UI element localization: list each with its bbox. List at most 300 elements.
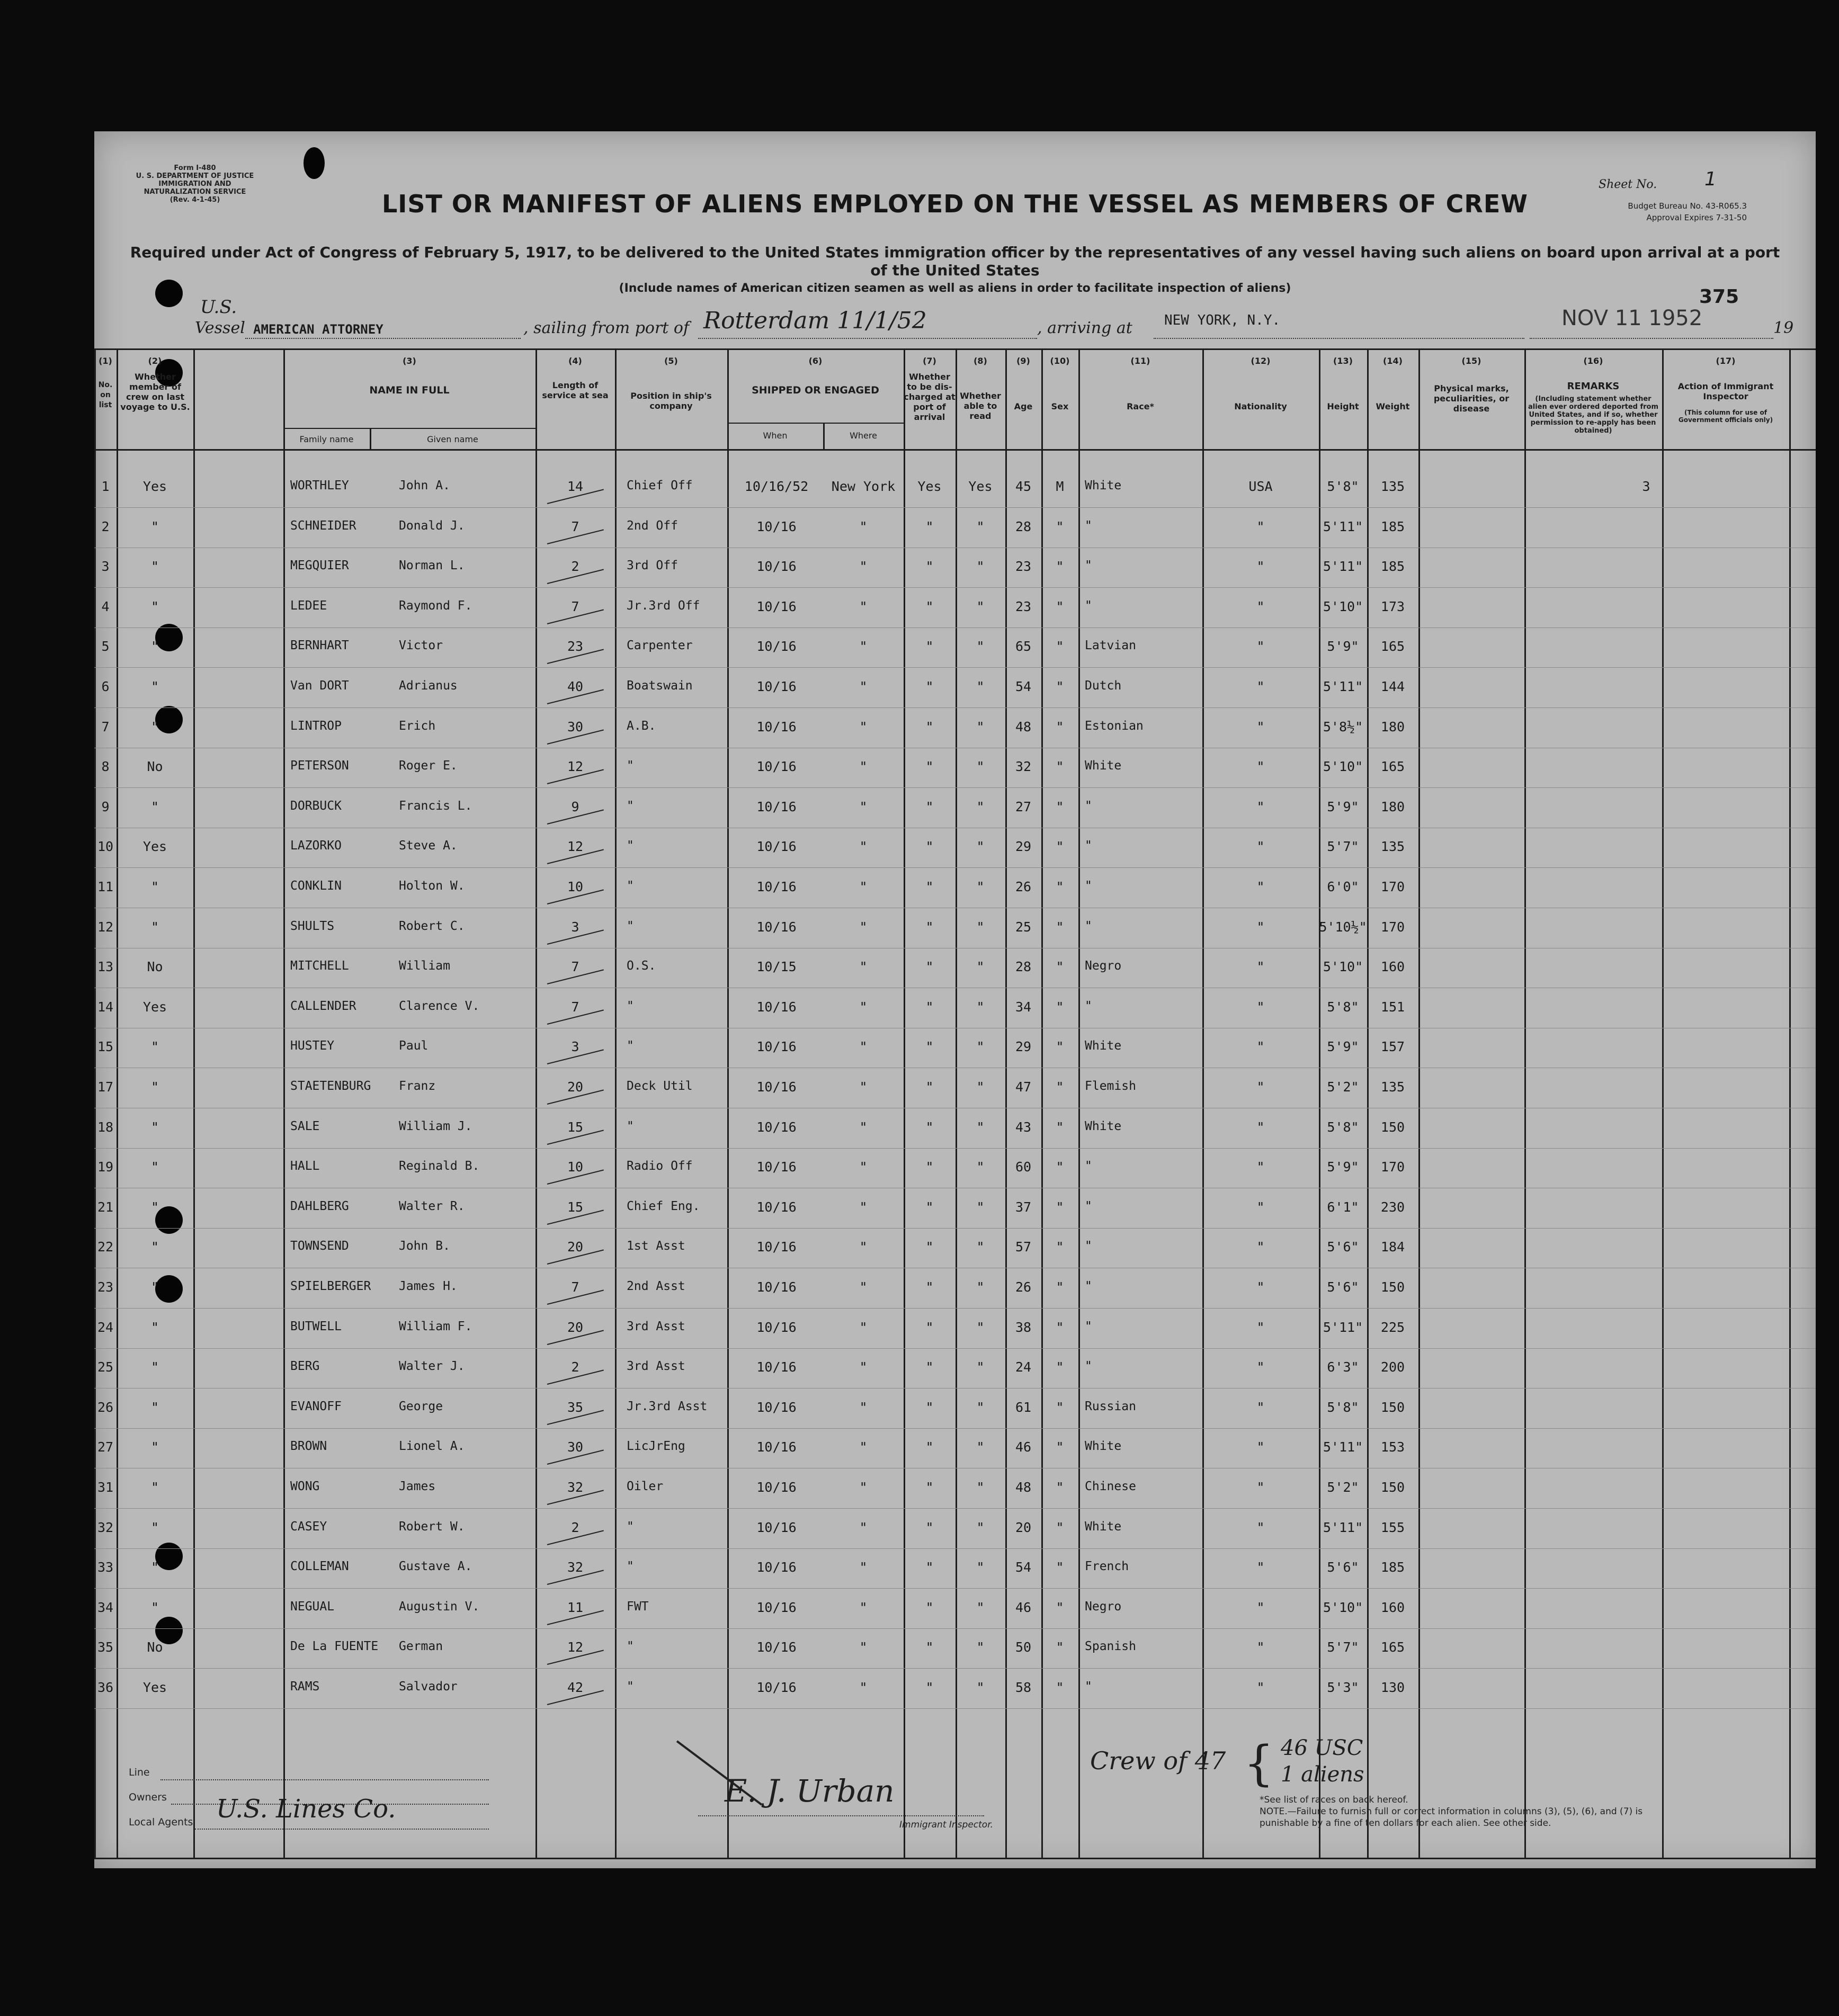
cell-race: White [1085,1439,1122,1454]
header-nationality: Nationality [1234,401,1287,411]
cell-sex: " [1056,1519,1064,1535]
cell-read: " [976,639,985,655]
col-num: (8) [974,356,987,366]
cell-family-name: BERG [290,1359,320,1374]
row-rule [94,1588,1816,1589]
cell-member: " [150,1319,159,1335]
cell-nationality: " [1256,1639,1265,1655]
cell-sex: " [1056,799,1064,814]
cell-given-name: William J. [399,1119,472,1133]
cell-no: 9 [101,799,110,814]
cell-race: Spanish [1085,1639,1136,1654]
cell-weight: 150 [1380,1279,1405,1295]
cell-position: 2nd Asst [627,1279,685,1293]
cell-nationality: " [1256,1480,1265,1495]
cell-position: Radio Off [627,1159,693,1173]
sheet-label: Sheet No. [1599,178,1657,191]
cell-given-name: Salvador [399,1680,458,1694]
cell-height: 5'11" [1323,518,1363,534]
cell-race: French [1085,1560,1129,1574]
cell-length: 7 [571,959,579,975]
cell-family-name: LINTROP [290,719,342,733]
cell-position: Chief Off [627,479,693,492]
cell-family-name: CASEY [290,1519,327,1534]
cell-when: 10/15 [756,959,797,975]
cell-weight: 185 [1380,1560,1405,1575]
cell-nationality: " [1256,559,1265,575]
cell-height: 5'8" [1327,999,1359,1015]
cell-given-name: Steve A. [399,839,458,853]
cell-given-name: George [399,1399,443,1413]
cell-weight: 150 [1380,1119,1405,1135]
header-where: Where [850,431,877,441]
cell-weight: 165 [1380,759,1405,775]
cell-discharged: " [925,959,934,975]
cell-read: " [976,759,985,775]
cell-weight: 185 [1380,559,1405,575]
header-action: Action of Immigrant Inspector [1677,381,1774,401]
row-rule [94,1428,1816,1429]
cell-race: White [1085,759,1122,773]
cell-given-name: Robert C. [399,919,465,933]
approval-expiry: Approval Expires 7-31-50 [1646,213,1747,222]
agents-label: Local Agents [129,1816,193,1828]
cell-height: 5'9" [1327,799,1359,814]
crew-note: Crew of 47 [1090,1746,1226,1775]
cell-given-name: Franz [399,1079,436,1093]
cell-when: 10/16 [756,1680,797,1695]
cell-discharged: " [925,1560,934,1575]
cell-family-name: LEDEE [290,598,327,613]
cell-read: " [976,1399,985,1415]
cell-race: " [1085,1319,1092,1333]
cell-age: 46 [1015,1439,1032,1455]
cell-when: 10/16 [756,919,797,935]
cell-race: Estonian [1085,719,1144,733]
cell-age: 54 [1015,1560,1032,1575]
cell-position: Jr.3rd Off [627,598,700,613]
cell-member: " [150,1239,159,1255]
cell-no: 14 [97,999,114,1015]
cell-discharged: " [925,1519,934,1535]
cell-length: 7 [571,999,579,1015]
cell-age: 50 [1015,1639,1032,1655]
cell-when: 10/16 [756,1159,797,1175]
cell-length: 32 [567,1480,584,1495]
cell-where: " [859,1480,868,1495]
cell-age: 48 [1015,1480,1032,1495]
cell-length: 12 [567,759,584,775]
cell-race: White [1085,479,1122,492]
cell-member: " [150,799,159,814]
cell-race: " [1085,1159,1092,1173]
cell-race: Dutch [1085,679,1122,693]
cell-age: 60 [1015,1159,1032,1175]
cell-sex: " [1056,999,1064,1015]
cell-weight: 135 [1380,479,1405,494]
cell-given-name: Walter J. [399,1359,465,1374]
cell-weight: 130 [1380,1680,1405,1695]
header-no-on-list: No. on list [98,381,113,409]
manifest-sheet [94,131,1816,1868]
cell-read: " [976,1599,985,1615]
cell-member: " [150,1399,159,1415]
cell-given-name: Paul [399,1039,428,1053]
cell-when: 10/16 [756,679,797,694]
crew-breakdown-2: 1 aliens [1281,1762,1364,1787]
cell-when: 10/16 [756,559,797,575]
cell-read: Yes [968,479,993,494]
cell-age: 65 [1015,639,1032,655]
cell-discharged: " [925,919,934,935]
cell-family-name: Van DORT [290,679,349,693]
cell-race: " [1085,839,1092,853]
col-num: (12) [1251,356,1271,366]
cell-no: 22 [97,1239,114,1255]
cell-read: " [976,1239,985,1255]
cell-when: 10/16/52 [744,479,809,494]
cell-discharged: " [925,1399,934,1415]
cell-race: " [1085,1239,1092,1253]
cell-height: 5'3" [1327,1680,1359,1695]
cell-nationality: " [1256,1359,1265,1375]
cell-sex: " [1056,719,1064,734]
cell-length: 14 [567,479,584,494]
cell-length: 20 [567,1319,584,1335]
cell-member: Yes [142,999,167,1015]
cell-length: 30 [567,719,584,734]
cell-member: " [150,639,159,655]
cell-age: 43 [1015,1119,1032,1135]
cell-discharged: " [925,1239,934,1255]
cell-family-name: STAETENBURG [290,1079,371,1093]
cell-read: " [976,919,985,935]
cell-race: " [1085,879,1092,893]
cell-position: O.S. [627,959,656,973]
cell-no: 2 [101,518,110,534]
cell-member: Yes [142,839,167,855]
budget-bureau: Budget Bureau No. 43-R065.3 [1628,201,1747,211]
cell-weight: 173 [1380,598,1405,614]
cell-height: 5'8" [1327,1399,1359,1415]
cell-member: Yes [142,1680,167,1695]
cell-weight: 170 [1380,879,1405,894]
cell-position: " [627,919,634,933]
cell-position: FWT [627,1599,649,1614]
cell-sex: " [1056,559,1064,575]
header-name-in-full: NAME IN FULL [369,384,450,396]
header-discharged: Whether to be dis-charged at port of arrival [904,372,956,422]
cell-position: Chief Eng. [627,1199,700,1213]
cell-position: Jr.3rd Asst [627,1399,708,1413]
cell-given-name: Robert W. [399,1519,465,1534]
cell-age: 25 [1015,919,1032,935]
cell-length: 15 [567,1199,584,1215]
cell-nationality: " [1256,1119,1265,1135]
cell-sex: " [1056,1639,1064,1655]
cell-family-name: SCHNEIDER [290,518,356,533]
cell-height: 5'2" [1327,1480,1359,1495]
col-num: (14) [1383,356,1403,366]
cell-where: " [859,1199,868,1215]
cell-weight: 157 [1380,1039,1405,1055]
cell-weight: 185 [1380,518,1405,534]
cell-no: 21 [97,1199,114,1215]
cell-given-name: James [399,1480,436,1493]
header-crew-member: Whether member of crew on last voyage to U.S. [120,372,190,412]
cell-when: 10/16 [756,799,797,814]
cell-sex: " [1056,1039,1064,1055]
cell-position: Oiler [627,1480,664,1493]
cell-sex: " [1056,959,1064,975]
cell-height: 5'9" [1327,1159,1359,1175]
cell-family-name: TOWNSEND [290,1239,349,1253]
cell-length: 20 [567,1079,584,1095]
cell-member: " [150,1279,159,1295]
line-label: Line [129,1767,150,1778]
cell-age: 61 [1015,1399,1032,1415]
cell-nationality: " [1256,759,1265,775]
cell-nationality: " [1256,1079,1265,1095]
cell-given-name: Adrianus [399,679,458,693]
cell-when: 10/16 [756,1599,797,1615]
cell-weight: 230 [1380,1199,1405,1215]
cell-member: No [147,959,163,975]
cell-nationality: " [1256,598,1265,614]
cell-member: " [150,679,159,694]
cell-weight: 160 [1380,959,1405,975]
cell-height: 5'2" [1327,1079,1359,1095]
cell-given-name: Reginald B. [399,1159,480,1173]
cell-family-name: SHULTS [290,919,335,933]
row-rule [94,1508,1816,1509]
cell-read: " [976,1319,985,1335]
col-num: (17) [1716,356,1736,366]
cell-read: " [976,839,985,855]
cell-discharged: " [925,1039,934,1055]
cell-position: 1st Asst [627,1239,685,1253]
col-num: (9) [1016,356,1030,366]
cell-given-name: Walter R. [399,1199,465,1213]
cell-age: 26 [1015,879,1032,894]
cell-sex: " [1056,759,1064,775]
cell-no: 36 [97,1680,114,1695]
cell-where: " [859,879,868,894]
cell-sex: " [1056,1159,1064,1175]
cell-where: " [859,518,868,534]
cell-given-name: William F. [399,1319,472,1333]
cell-height: 5'10" [1323,759,1363,775]
col-num: (3) [403,356,416,366]
cell-no: 18 [97,1119,114,1135]
cell-length: 15 [567,1119,584,1135]
cell-height: 5'11" [1323,1439,1363,1455]
cell-age: 28 [1015,959,1032,975]
cell-nationality: USA [1248,479,1273,494]
cell-given-name: Augustin V. [399,1599,480,1614]
cell-height: 5'9" [1327,1039,1359,1055]
cell-position: " [627,1119,634,1133]
cell-where: " [859,959,868,975]
cell-race: " [1085,1680,1092,1694]
cell-race: White [1085,1519,1122,1534]
cell-no: 24 [97,1319,114,1335]
cell-sex: " [1056,1560,1064,1575]
cell-when: 10/16 [756,1319,797,1335]
cell-length: 2 [571,559,579,575]
cell-nationality: " [1256,1239,1265,1255]
cell-member: " [150,518,159,534]
row-rule [94,867,1816,868]
row-rule [94,1308,1816,1309]
cell-family-name: MEGQUIER [290,559,349,573]
cell-no: 26 [97,1399,114,1415]
cell-race: White [1085,1119,1122,1133]
cell-when: 10/16 [756,1359,797,1375]
cell-nationality: " [1256,679,1265,694]
cell-discharged: Yes [917,479,942,494]
cell-read: " [976,1279,985,1295]
cell-nationality: " [1256,1560,1265,1575]
cell-member: No [147,759,163,775]
cell-height: 5'8½" [1323,719,1363,734]
cell-member: " [150,598,159,614]
cell-weight: 170 [1380,919,1405,935]
header-race: Race* [1127,401,1154,411]
cell-when: 10/16 [756,719,797,734]
cell-weight: 200 [1380,1359,1405,1375]
cell-given-name: Victor [399,639,443,653]
cell-age: 34 [1015,999,1032,1015]
cell-length: 23 [567,639,584,655]
cell-where: " [859,719,868,734]
header-when: When [763,431,788,441]
cell-where: " [859,759,868,775]
cell-race: " [1085,919,1092,933]
sailing-port: Rotterdam 11/1/52 [703,307,927,334]
cell-position: 3rd Asst [627,1359,685,1374]
cell-position: " [627,1039,634,1053]
cell-discharged: " [925,759,934,775]
cell-discharged: " [925,999,934,1015]
cell-discharged: " [925,1480,934,1495]
cell-where: " [859,1359,868,1375]
cell-family-name: HUSTEY [290,1039,335,1053]
cell-given-name: William [399,959,450,973]
cell-given-name: John A. [399,479,450,492]
cell-sex: " [1056,518,1064,534]
cell-position: Boatswain [627,679,693,693]
cell-read: " [976,879,985,894]
cell-length: 10 [567,879,584,894]
cell-read: " [976,559,985,575]
cell-position: " [627,999,634,1013]
budget-info [1588,200,1747,223]
cell-member: " [150,919,159,935]
cell-when: 10/16 [756,839,797,855]
cell-given-name: Roger E. [399,759,458,773]
cell-where: " [859,1239,868,1255]
cell-height: 5'6" [1327,1239,1359,1255]
cell-discharged: " [925,639,934,655]
cell-when: 10/16 [756,639,797,655]
cell-race: Chinese [1085,1480,1136,1493]
row-rule [94,507,1816,508]
header-shipped: SHIPPED OR ENGAGED [752,384,879,396]
cell-given-name: Francis L. [399,799,472,813]
cell-no: 19 [97,1159,114,1175]
cell-length: 35 [567,1399,584,1415]
cell-height: 6'1" [1327,1199,1359,1215]
cell-height: 5'10½" [1319,919,1367,935]
cell-weight: 170 [1380,1159,1405,1175]
cell-height: 5'9" [1327,639,1359,655]
cell-discharged: " [925,1119,934,1135]
col-num: (11) [1130,356,1150,366]
cell-read: " [976,1119,985,1135]
cell-nationality: " [1256,1319,1265,1335]
cell-read: " [976,1439,985,1455]
cell-position: Deck Util [627,1079,693,1093]
cell-race: White [1085,1039,1122,1053]
cell-nationality: " [1256,1680,1265,1695]
col-num: (5) [664,356,678,366]
row-rule [94,787,1816,788]
cell-weight: 135 [1380,1079,1405,1095]
cell-family-name: HALL [290,1159,320,1173]
cell-no: 12 [97,919,114,935]
cell-age: 24 [1015,1359,1032,1375]
cell-read: " [976,598,985,614]
cell-nationality: " [1256,719,1265,734]
cell-given-name: James H. [399,1279,458,1293]
cell-family-name: MITCHELL [290,959,349,973]
cell-length: 3 [571,1039,579,1055]
header-position: Position in ship's company [630,391,712,411]
cell-given-name: Raymond F. [399,598,472,613]
cell-when: 10/16 [756,598,797,614]
cell-height: 5'11" [1323,559,1363,575]
cell-no: 5 [101,639,110,655]
col-num: (13) [1333,356,1353,366]
form-revision: (Rev. 4-1-45) [169,196,220,204]
cell-member: " [150,1159,159,1175]
cell-height: 5'10" [1323,959,1363,975]
cell-height: 5'8" [1327,479,1359,494]
cell-race: Russian [1085,1399,1136,1413]
cell-position: " [627,839,634,853]
cell-family-name: DORBUCK [290,799,342,813]
cell-family-name: LAZORKO [290,839,342,853]
cell-sex: " [1056,1399,1064,1415]
sailing-label: , sailing from port of [523,319,690,337]
cell-race: Negro [1085,959,1122,973]
col-num: (4) [568,356,582,366]
cell-when: 10/16 [756,1439,797,1455]
cell-given-name: Gustave A. [399,1560,472,1574]
cell-height: 5'11" [1323,1519,1363,1535]
cell-when: 10/16 [756,518,797,534]
cell-position: " [627,1639,634,1654]
cell-weight: 150 [1380,1480,1405,1495]
cell-length: 3 [571,919,579,935]
cell-member: " [150,1599,159,1615]
cell-member: " [150,1039,159,1055]
cell-height: 5'11" [1323,1319,1363,1335]
ink-blot [303,147,325,179]
cell-discharged: " [925,598,934,614]
crew-breakdown-1: 46 USC [1281,1736,1363,1760]
